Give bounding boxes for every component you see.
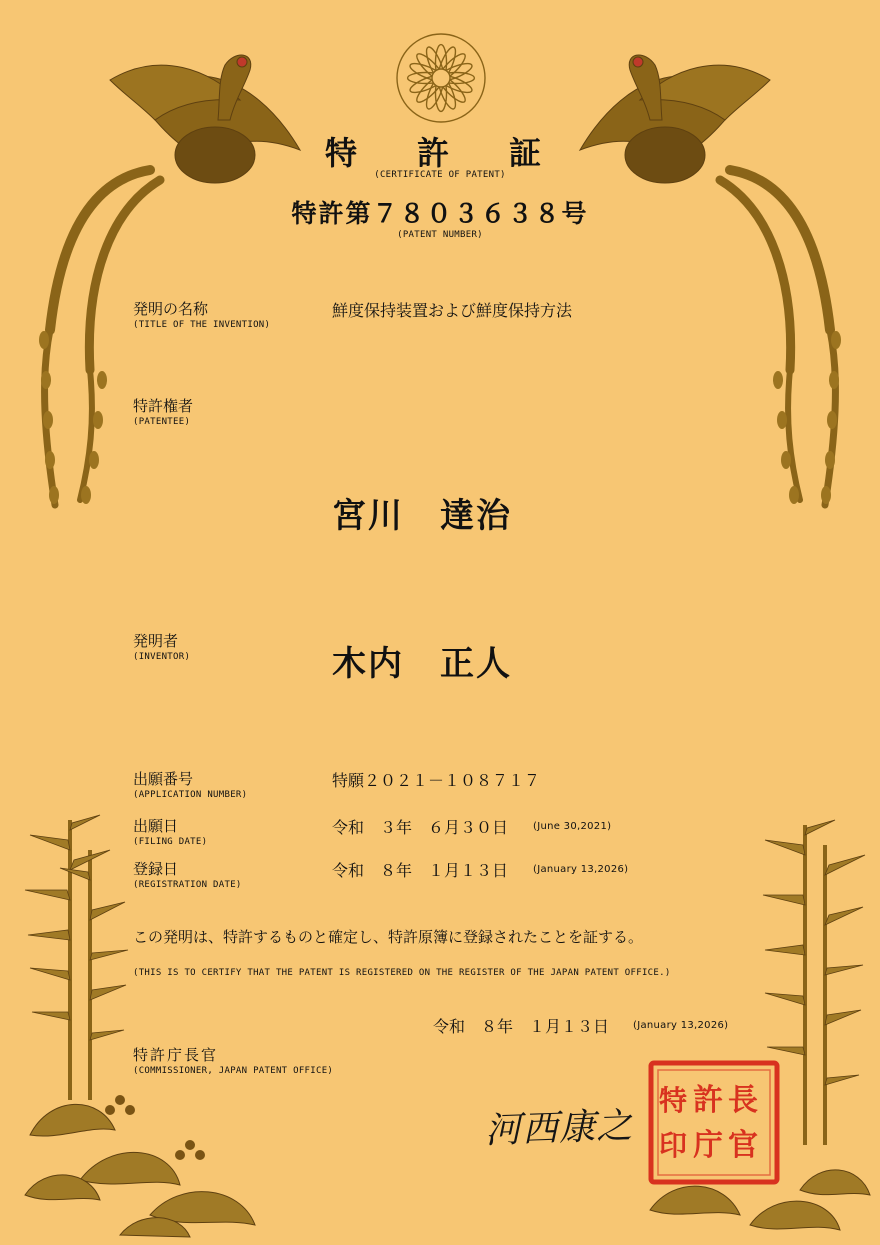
patentee-label-en: (PATENTEE) — [133, 417, 191, 427]
filing-date-label: 出願日 — [133, 817, 179, 835]
invention-title-label: 発明の名称 — [133, 300, 209, 318]
inventor-label-en: (INVENTOR) — [133, 652, 191, 662]
certification-date: 令和 ８年 １月１３日 — [433, 1017, 610, 1036]
left-paulownia-flowers-icon — [20, 1085, 280, 1240]
svg-text:庁: 庁 — [693, 1128, 723, 1163]
certificate-title: 特 許 証 — [324, 134, 555, 172]
left-phoenix-icon — [30, 40, 310, 520]
application-number-label: 出願番号 — [133, 770, 194, 788]
invention-title-label-en: (TITLE OF THE INVENTION) — [133, 320, 271, 330]
chrysanthemum-emblem-icon — [395, 32, 487, 124]
filing-date-value: 令和 ３年 ６月３０日 — [332, 818, 509, 837]
commissioner-label: 特許庁長官 — [133, 1046, 219, 1064]
inventor-name: 木内 正人 — [332, 644, 512, 684]
filing-date-label-en: (FILING DATE) — [133, 837, 208, 847]
inventor-label: 発明者 — [133, 632, 179, 650]
commissioner-signature: 河西康之 — [484, 1105, 634, 1152]
commissioner-label-en: (COMMISSIONER, JAPAN PATENT OFFICE) — [133, 1066, 334, 1076]
svg-text:特: 特 — [658, 1084, 688, 1117]
right-phoenix-icon — [570, 40, 850, 520]
filing-date-en: (June 30,2021) — [533, 821, 612, 832]
patent-number: 特許第７８０３６３８号 — [291, 199, 589, 228]
patentee-name: 宮川 達治 — [332, 496, 512, 536]
certification-date-en: (January 13,2026) — [633, 1020, 729, 1031]
svg-text:官: 官 — [728, 1128, 758, 1163]
svg-text:印: 印 — [658, 1129, 688, 1162]
application-number-value: 特願２０２１－１０８７１７ — [332, 771, 541, 790]
certification-statement-en: (THIS IS TO CERTIFY THAT THE PATENT IS REGISTERED ON THE REGISTER OF THE JAPAN PATENT OFFICE.) — [133, 968, 671, 978]
registration-date-value: 令和 ８年 １月１３日 — [332, 861, 509, 880]
patentee-label: 特許権者 — [133, 397, 194, 415]
registration-date-label-en: (REGISTRATION DATE) — [133, 880, 242, 890]
official-seal-icon — [648, 1060, 780, 1185]
left-bamboo-icon — [20, 810, 130, 1110]
patent-number-en: (PATENT NUMBER) — [397, 230, 483, 240]
registration-date-label: 登録日 — [133, 860, 179, 878]
invention-title-value: 鮮度保持装置および鮮度保持方法 — [332, 301, 573, 320]
svg-text:許: 許 — [693, 1083, 723, 1118]
certification-statement: この発明は、特許するものと確定し、特許原簿に登録されたことを証する。 — [133, 928, 644, 946]
registration-date-en: (January 13,2026) — [533, 864, 629, 875]
svg-text:長: 長 — [728, 1083, 758, 1118]
certificate-title-en: (CERTIFICATE OF PATENT) — [374, 170, 506, 180]
application-number-label-en: (APPLICATION NUMBER) — [133, 790, 248, 800]
